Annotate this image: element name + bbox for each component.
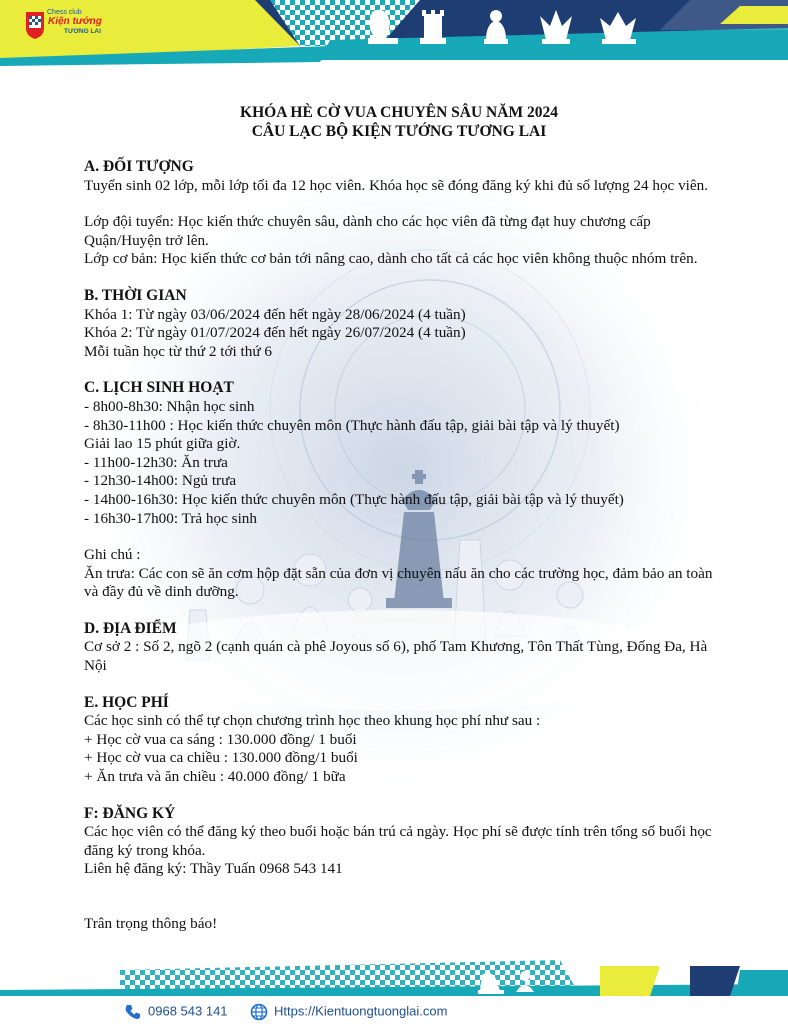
footer-contact-bar bbox=[0, 996, 788, 1024]
section-b-l3: Mỗi tuần học từ thứ 2 tới thứ 6 bbox=[84, 342, 272, 360]
document-title bbox=[84, 104, 714, 141]
section-f-heading: F: ĐĂNG KÝ bbox=[84, 804, 176, 822]
footer-website-text: Https://Kientuongtuonglai.com bbox=[274, 1003, 448, 1019]
section-c-l7: - 16h30-17h00: Trả học sinh bbox=[84, 509, 257, 527]
logo-shield-icon bbox=[24, 10, 46, 40]
section-c bbox=[84, 379, 714, 602]
logo-sub-text: TƯƠNG LAI bbox=[64, 28, 101, 35]
section-d bbox=[84, 620, 714, 676]
section-b-l2: Khóa 2: Từ ngày 01/07/2024 đến hết ngày 26/07/2024 (4 tuần) bbox=[84, 324, 466, 342]
header-band bbox=[0, 0, 788, 66]
footer-website[interactable] bbox=[250, 1003, 447, 1021]
section-b-l1: Khóa 1: Từ ngày 03/06/2024 đến hết ngày 28/06/2024 (4 tuần) bbox=[84, 305, 466, 323]
title-line-1: KHÓA HÈ CỜ VUA CHUYÊN SÂU NĂM 2024 bbox=[240, 104, 558, 121]
section-c-l5: - 12h30-14h00: Ngủ trưa bbox=[84, 472, 237, 490]
section-e-l3: + Ăn trưa và ăn chiều : 40.000 đồng/ 1 bữa bbox=[84, 768, 346, 786]
title-line-2: CÂU LẠC BỘ KIỆN TƯỚNG TƯƠNG LAI bbox=[251, 122, 547, 140]
globe-icon bbox=[250, 1003, 268, 1021]
section-e-intro: Các học sinh có thể tự chọn chương trình học theo khung học phí như sau : bbox=[84, 712, 541, 730]
section-c-l6: - 14h00-16h30: Học kiến thức chuyên môn (Thực hành đấu tập, giải bài tập và lý thuyết) bbox=[84, 490, 624, 508]
section-d-text: Cơ sở 2 : Số 2, ngõ 2 (cạnh quán cà phê Joyous số 6), phố Tam Khương, Tôn Thất Tùng, Đống Đa, Hà Nội bbox=[84, 638, 708, 675]
section-f-p2: Liên hệ đăng ký: Thầy Tuấn 0968 543 141 bbox=[84, 860, 343, 878]
section-b bbox=[84, 287, 714, 361]
logo-club-text: Chess club bbox=[47, 9, 82, 16]
section-c-l3: Giải lao 15 phút giữa giờ. bbox=[84, 435, 241, 453]
document-body bbox=[84, 104, 714, 934]
logo-brand-text: Kiện tướng bbox=[48, 16, 102, 27]
section-c-l2: - 8h30-11h00 : Học kiến thức chuyên môn (Thực hành đấu tập, giải bài tập và lý thuyết) bbox=[84, 416, 620, 434]
section-c-note-label: Ghi chú : bbox=[84, 546, 141, 564]
section-c-l4: - 11h00-12h30: Ăn trưa bbox=[84, 453, 228, 471]
section-f bbox=[84, 805, 714, 879]
section-e-l1: + Học cờ vua ca sáng : 130.000 đồng/ 1 buổi bbox=[84, 730, 357, 748]
section-e bbox=[84, 694, 714, 787]
section-e-heading: E. HỌC PHÍ bbox=[84, 693, 169, 711]
section-a bbox=[84, 158, 714, 269]
closing-text: Trân trọng thông báo! bbox=[84, 915, 218, 932]
footer-phone[interactable] bbox=[124, 1003, 228, 1021]
section-c-note-text: Ăn trưa: Các con sẽ ăn cơm hộp đặt sẵn của đơn vị chuyên nấu ăn cho các trường học, đảm bảo an toàn và đầy đủ về dinh dưỡng. bbox=[84, 564, 713, 601]
section-f-p1: Các học viên có thể đăng ký theo buổi hoặc bán trú cả ngày. Học phí sẽ được tính trên tổng số buổi học đăng ký trong khóa. bbox=[84, 823, 712, 859]
section-a-heading: A. ĐỐI TƯỢNG bbox=[84, 158, 194, 175]
phone-icon bbox=[124, 1003, 142, 1021]
section-c-heading: C. LỊCH SINH HOẠT bbox=[84, 379, 234, 397]
section-d-heading: D. ĐỊA ĐIỂM bbox=[84, 619, 177, 637]
footer-phone-text: 0968 543 141 bbox=[148, 1003, 228, 1019]
club-logo bbox=[24, 6, 108, 42]
section-a-p2: Lớp đội tuyển: Học kiến thức chuyên sâu, dành cho các học viên đã từng đạt huy chương cấp Quận/Huyện trở lên. bbox=[84, 213, 651, 249]
section-e-l2: + Học cờ vua ca chiều : 130.000 đồng/1 buổi bbox=[84, 749, 358, 767]
section-c-l1: - 8h00-8h30: Nhận học sinh bbox=[84, 397, 255, 415]
section-a-p3: Lớp cơ bản: Học kiến thức cơ bản tới nâng cao, dành cho tất cả các học viên không thuộc nhóm trên. bbox=[84, 250, 698, 268]
section-b-heading: B. THỜI GIAN bbox=[84, 286, 187, 304]
section-a-p1: Tuyển sinh 02 lớp, mỗi lớp tối đa 12 học viên. Khóa học sẽ đóng đăng ký khi đủ số lượng 24 học viên. bbox=[84, 176, 709, 194]
